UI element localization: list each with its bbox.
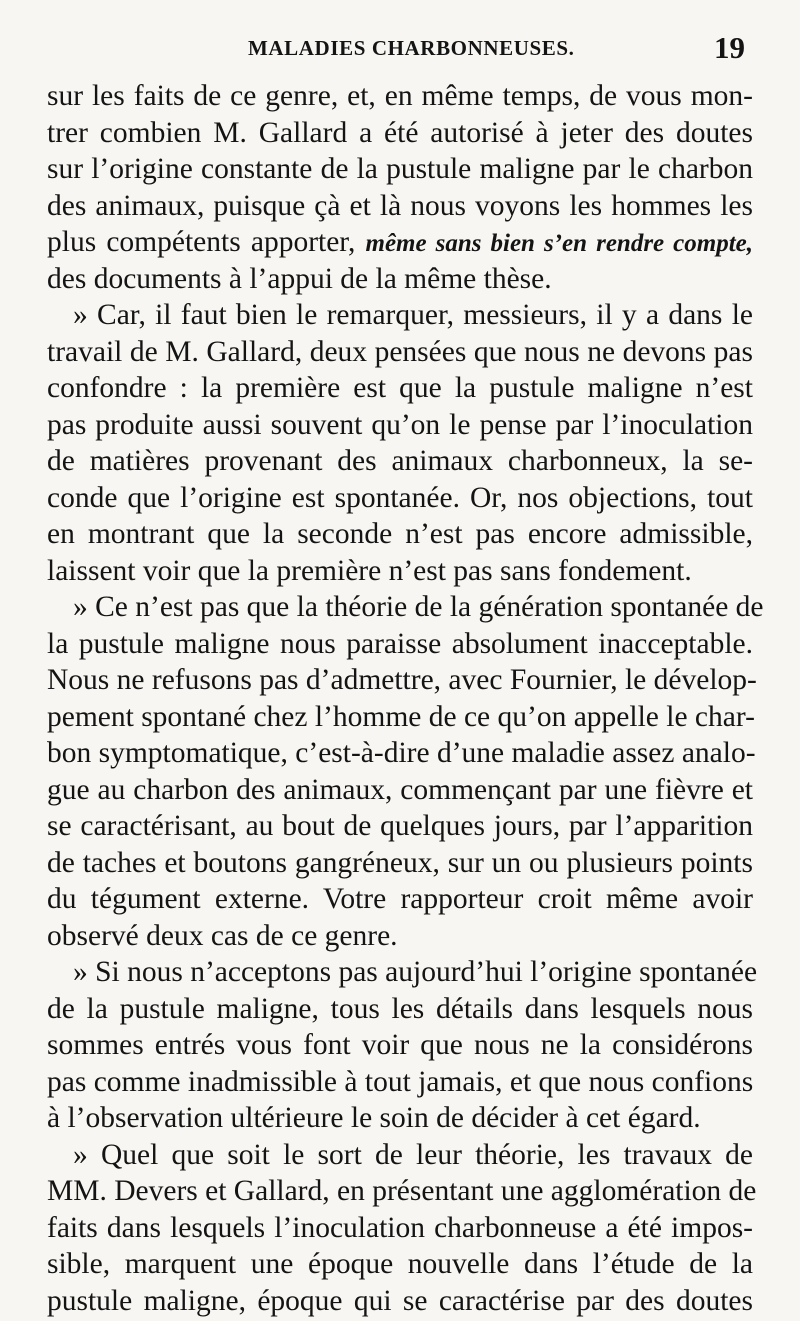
text-line: observé deux cas de ce genre. xyxy=(47,919,398,952)
text-line: pas produite aussi souvent qu’on le pense par l’inoculation xyxy=(47,408,753,441)
page-header xyxy=(0,30,800,70)
text-line: gue au charbon des animaux, commençant par une fièvre et xyxy=(47,773,753,806)
text-line: pustule maligne, époque qui se caractérise par des doutes xyxy=(47,1284,753,1317)
page-number: 19 xyxy=(714,30,745,65)
paragraph-start-line: » Quel que soit le sort de leur théorie, les travaux de xyxy=(73,1138,753,1171)
text-line: du tégument externe. Votre rapporteur croit même avoir xyxy=(47,883,753,915)
text-line: MM. Devers et Gallard, en présentant une agglomération de xyxy=(47,1175,757,1207)
text-line: sur les faits de ce genre, et, en même temps, de vous mon- xyxy=(47,80,753,112)
text-line: confondre : la première est que la pustule maligne n’est xyxy=(47,372,753,404)
text-line: pement spontané chez l’homme de ce qu’on appelle le char- xyxy=(47,700,755,733)
text-line: sommes entrés vous font voir que nous ne la considérons xyxy=(47,1029,753,1061)
text-line: à l’observation ultérieure le soin de décider à cet égard. xyxy=(47,1102,701,1134)
text-line: des animaux, puisque çà et là nous voyons les hommes les xyxy=(47,189,753,222)
italic-phrase: même sans bien s’en rendre compte, xyxy=(365,230,754,257)
text-line xyxy=(47,224,753,261)
paragraph-start-line: » Si nous n’acceptons pas aujourd’hui l’origine spontanée xyxy=(73,956,758,988)
paragraph-start-line: » Ce n’est pas que la théorie de la génération spontanée de xyxy=(73,591,764,623)
text-line: en montrant que la seconde n’est pas encore admissible, xyxy=(47,518,753,550)
paragraph-start-line: » Car, il faut bien le remarquer, messieurs, il y a dans le xyxy=(73,299,753,331)
text-span: plus compétents apporter, xyxy=(47,226,356,258)
text-line: Nous ne refusons pas d’admettre, avec Fournier, le dévelop- xyxy=(47,664,757,696)
body-text xyxy=(47,78,764,1319)
text-line: faits dans lesquels l’inoculation charbonneuse a été impos- xyxy=(47,1211,753,1244)
text-line: bon symptomatique, c’est-à-dire d’une maladie assez analo- xyxy=(47,737,756,769)
text-line: trer combien M. Gallard a été autorisé à jeter des doutes xyxy=(47,116,753,149)
text-line: de matières provenant des animaux charbonneux, la se- xyxy=(47,445,753,477)
text-line: la pustule maligne nous paraisse absolument inacceptable. xyxy=(47,627,753,660)
text-line: de la pustule maligne, tous les détails dans lesquels nous xyxy=(47,992,753,1025)
text-line: laissent voir que la première n’est pas sans fondement. xyxy=(47,554,692,587)
text-line: pas comme inadmissible à tout jamais, et que nous confions xyxy=(47,1065,754,1098)
text-line: se caractérisant, au bout de quelques jours, par l’apparition xyxy=(47,810,753,842)
text-line: conde que l’origine est spontanée. Or, nos objections, tout xyxy=(47,481,753,514)
running-title: MALADIES CHARBONNEUSES. xyxy=(248,36,575,60)
text-line: sur l’origine constante de la pustule maligne par le charbon xyxy=(47,153,753,185)
text-line: de taches et boutons gangréneux, sur un ou plusieurs points xyxy=(47,846,753,879)
text-line: des documents à l’appui de la même thèse. xyxy=(47,262,552,295)
text-line: sible, marquent une époque nouvelle dans l’étude de la xyxy=(47,1248,753,1280)
text-line: travail de M. Gallard, deux pensées que nous ne devons pas xyxy=(47,335,753,368)
